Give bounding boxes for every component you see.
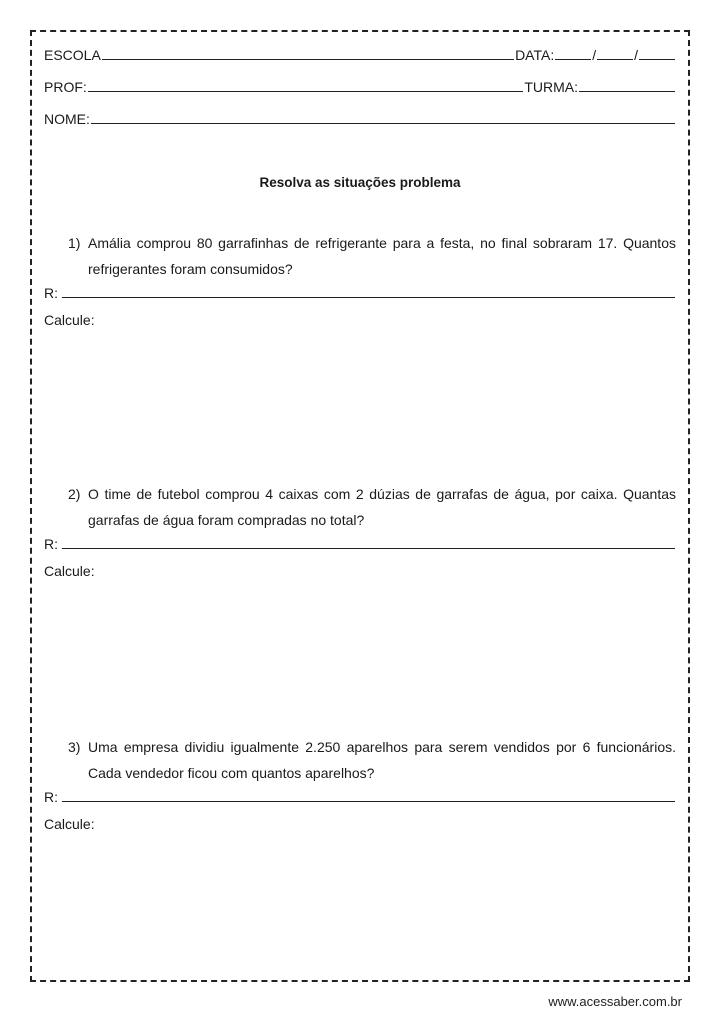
question-number: 2) [68, 486, 81, 502]
name-label: NOME: [44, 111, 90, 127]
answer-blank [62, 285, 675, 298]
answer-row-3 [44, 788, 676, 806]
name-blank [91, 111, 675, 124]
school-label: ESCOLA [44, 47, 101, 63]
teacher-blank [88, 79, 524, 92]
calc-label-2: Calcule: [44, 563, 95, 579]
date-year-blank [639, 47, 675, 60]
date-label: DATA: [515, 47, 555, 63]
class-label: TURMA: [524, 79, 578, 95]
website-url: www.acessaber.com.br [548, 994, 682, 1009]
answer-row-2 [44, 535, 676, 553]
worksheet-border [30, 30, 690, 982]
question-2 [68, 481, 676, 533]
question-number: 1) [68, 235, 81, 251]
school-date-row [44, 46, 676, 64]
question-text: Amália comprou 80 garrafinhas de refrigerante para a festa, no final sobraram 17. Quantos refrigerantes foram consumidos? [88, 235, 676, 277]
teacher-class-row [44, 78, 676, 96]
answer-blank [62, 789, 675, 802]
calc-label-3: Calcule: [44, 816, 95, 832]
question-text: O time de futebol comprou 4 caixas com 2 dúzias de garrafas de água, por caixa. Quantas garrafas de água foram compradas no total? [88, 486, 676, 528]
answer-label: R: [44, 536, 58, 552]
answer-row-1 [44, 284, 676, 302]
name-row [44, 110, 676, 128]
date-separator: / [592, 47, 597, 63]
answer-label: R: [44, 285, 58, 301]
question-text: Uma empresa dividiu igualmente 2.250 aparelhos para serem vendidos por 6 funcionários. Cada vendedor ficou com quantos aparelhos? [88, 739, 676, 781]
answer-label: R: [44, 789, 58, 805]
class-blank [579, 79, 675, 92]
question-1 [68, 230, 676, 282]
worksheet-title: Resolva as situações problema [259, 175, 461, 190]
date-month-blank [597, 47, 633, 60]
question-3 [68, 734, 676, 786]
answer-blank [62, 536, 675, 549]
school-blank [102, 47, 514, 60]
date-day-blank [555, 47, 591, 60]
date-separator: / [634, 47, 638, 63]
question-number: 3) [68, 739, 81, 755]
teacher-label: PROF: [44, 79, 87, 95]
calc-label-1: Calcule: [44, 312, 95, 328]
